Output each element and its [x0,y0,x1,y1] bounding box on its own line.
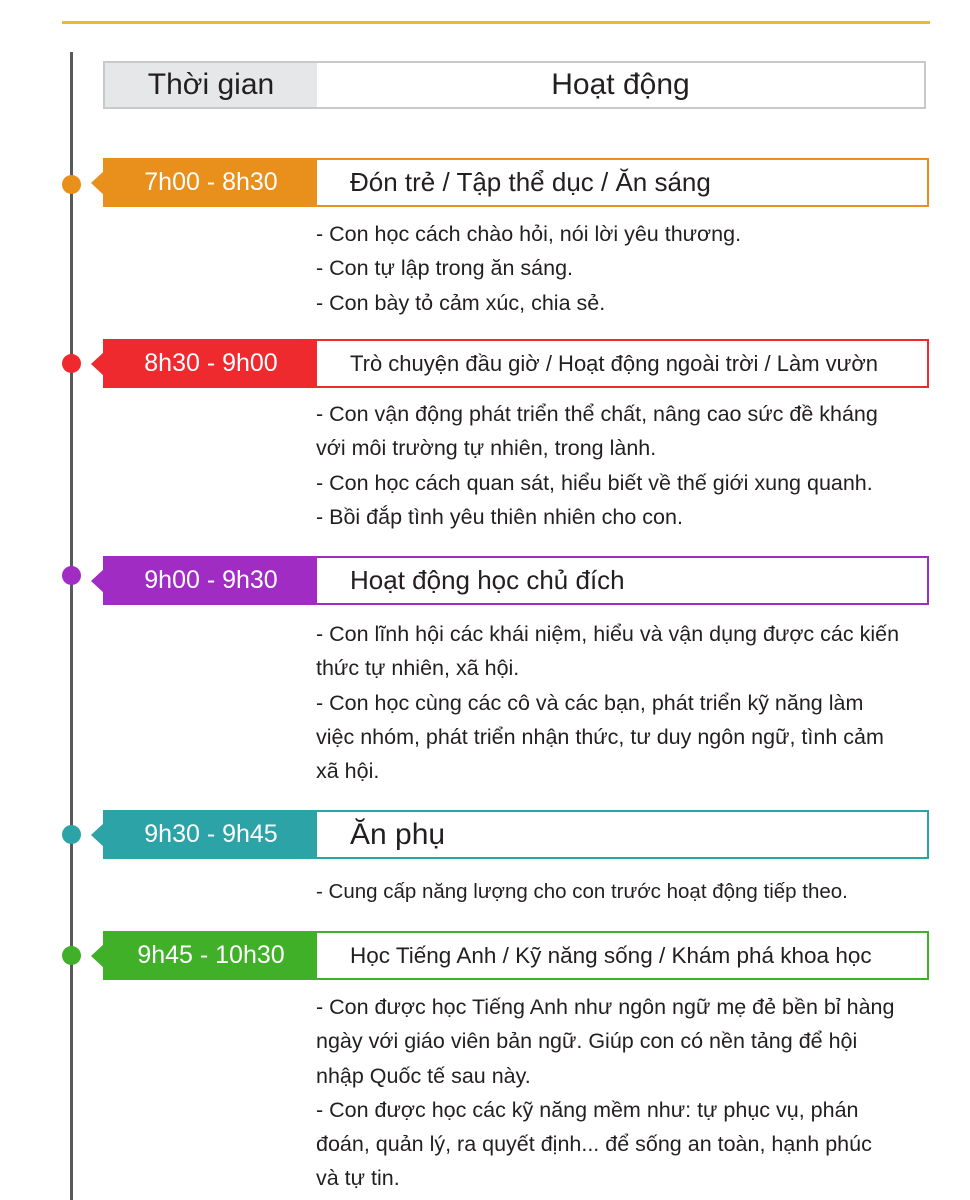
top-accent-rule [62,21,930,24]
description-line: - Cung cấp năng lượng cho con trước hoạt động tiếp theo. [316,880,848,903]
description-line: - Con học cách chào hỏi, nói lời yêu thương. [316,222,742,246]
description-line: - Bồi đắp tình yêu thiên nhiên cho con. [316,504,683,529]
time-slot: 9h00 - 9h30 [105,558,317,603]
activity-description [316,875,936,909]
schedule-row [103,158,929,207]
header-activity-label: Hoạt động [317,63,924,107]
activity-description [316,397,936,534]
activity-description [316,990,936,1196]
time-slot: 9h45 - 10h30 [105,933,317,978]
time-slot: 7h00 - 8h30 [105,160,317,205]
description-line: - Con được học Tiếng Anh như ngôn ngữ mẹ đẻ bền bỉ hàng [316,995,895,1019]
description-line: - Con vận động phát triển thể chất, nâng cao sức đề kháng [316,402,878,426]
timeline-dot [62,566,81,585]
description-line: đoán, quản lý, ra quyết định... để sống an toàn, hạnh phúc [316,1132,872,1157]
timeline-dot [62,175,81,194]
description-line: với môi trường tự nhiên, trong lành. [316,436,657,461]
description-line: xã hội. [316,759,380,784]
description-line: thức tự nhiên, xã hội. [316,656,520,681]
timeline-dot [62,354,81,373]
time-slot: 8h30 - 9h00 [105,341,317,386]
description-line: - Con tự lập trong ăn sáng. [316,256,574,281]
description-line: - Con lĩnh hội các khái niệm, hiểu và vận dụng được các kiến [316,622,900,646]
timeline-line [70,52,73,1200]
schedule-header [103,61,926,109]
schedule-row [103,810,929,859]
timeline-dot [62,825,81,844]
description-line: - Con bày tỏ cảm xúc, chia sẻ. [316,290,606,315]
description-line: - Con được học các kỹ năng mềm như: tự phục vụ, phán [316,1097,859,1122]
description-line: nhập Quốc tế sau này. [316,1063,531,1088]
schedule-row [103,339,929,388]
timeline-dot [62,946,81,965]
activity-title: Hoạt động học chủ đích [317,558,927,603]
description-line: ngày với giáo viên bản ngữ. Giúp con có nền tảng để hội [316,1029,858,1054]
schedule-row [103,556,929,605]
time-slot: 9h30 - 9h45 [105,812,317,857]
activity-title: Ăn phụ [317,812,927,857]
activity-description [316,617,936,788]
activity-title: Đón trẻ / Tập thể dục / Ăn sáng [317,160,927,205]
schedule-row [103,931,929,980]
activity-title: Trò chuyện đầu giờ / Hoạt động ngoài trời / Làm vườn [317,341,927,386]
description-line: - Con học cách quan sát, hiểu biết về thế giới xung quanh. [316,470,873,495]
activity-title: Học Tiếng Anh / Kỹ năng sống / Khám phá khoa học [317,933,927,978]
header-time-label: Thời gian [105,63,317,107]
description-line: việc nhóm, phát triển nhận thức, tư duy ngôn ngữ, tình cảm [316,724,884,749]
description-line: và tự tin. [316,1166,400,1191]
activity-description [316,217,936,320]
description-line: - Con học cùng các cô và các bạn, phát triển kỹ năng làm [316,690,864,715]
